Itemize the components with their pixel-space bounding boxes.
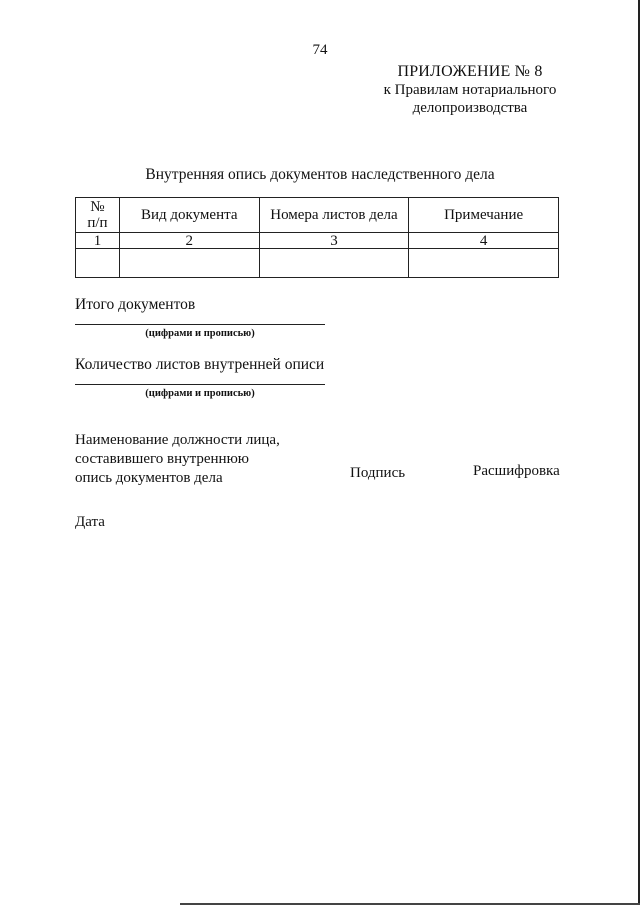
sheets-count-label: Количество листов внутренней описи bbox=[75, 356, 325, 373]
column-number-4: 4 bbox=[409, 233, 559, 249]
empty-cell bbox=[259, 249, 409, 278]
appendix-subtitle-line2: делопроизводства bbox=[412, 100, 528, 116]
position-line1: Наименование должности лица, bbox=[75, 432, 280, 448]
inventory-table bbox=[75, 197, 559, 278]
column-number-1: 1 bbox=[76, 233, 120, 249]
position-line3: опись документов дела bbox=[75, 470, 223, 486]
column-number-2: 2 bbox=[119, 233, 259, 249]
total-documents-label: Итого документов bbox=[75, 296, 196, 313]
empty-cell bbox=[76, 249, 120, 278]
header-sheet-numbers: Номера листов дела bbox=[259, 198, 409, 233]
header-doc-type: Вид документа bbox=[119, 198, 259, 233]
appendix-header bbox=[350, 63, 590, 117]
header-number-sign: № bbox=[90, 199, 105, 215]
table-header-row bbox=[76, 198, 559, 233]
header-number bbox=[76, 198, 120, 233]
column-number-row bbox=[76, 233, 559, 249]
appendix-title: ПРИЛОЖЕНИЕ № 8 bbox=[397, 63, 543, 80]
header-note: Примечание bbox=[409, 198, 559, 233]
sheets-count-hint: (цифрами и прописью) bbox=[145, 388, 255, 399]
date-label: Дата bbox=[75, 514, 105, 530]
page-number: 74 bbox=[312, 42, 328, 58]
total-documents-hint: (цифрами и прописью) bbox=[145, 328, 255, 339]
appendix-subtitle-line1: к Правилам нотариального bbox=[383, 82, 557, 98]
decoding-label: Расшифровка bbox=[473, 463, 560, 479]
position-line2: составившего внутреннюю bbox=[75, 451, 249, 467]
document-title: Внутренняя опись документов наследственного дела bbox=[145, 166, 495, 183]
sheets-count-line bbox=[75, 384, 325, 385]
table-row bbox=[76, 249, 559, 278]
empty-cell bbox=[409, 249, 559, 278]
position-block bbox=[75, 431, 280, 488]
header-number-abbr: п/п bbox=[87, 215, 108, 231]
signature-label: Подпись bbox=[350, 465, 406, 481]
empty-cell bbox=[119, 249, 259, 278]
total-documents-line bbox=[75, 324, 325, 325]
column-number-3: 3 bbox=[259, 233, 409, 249]
